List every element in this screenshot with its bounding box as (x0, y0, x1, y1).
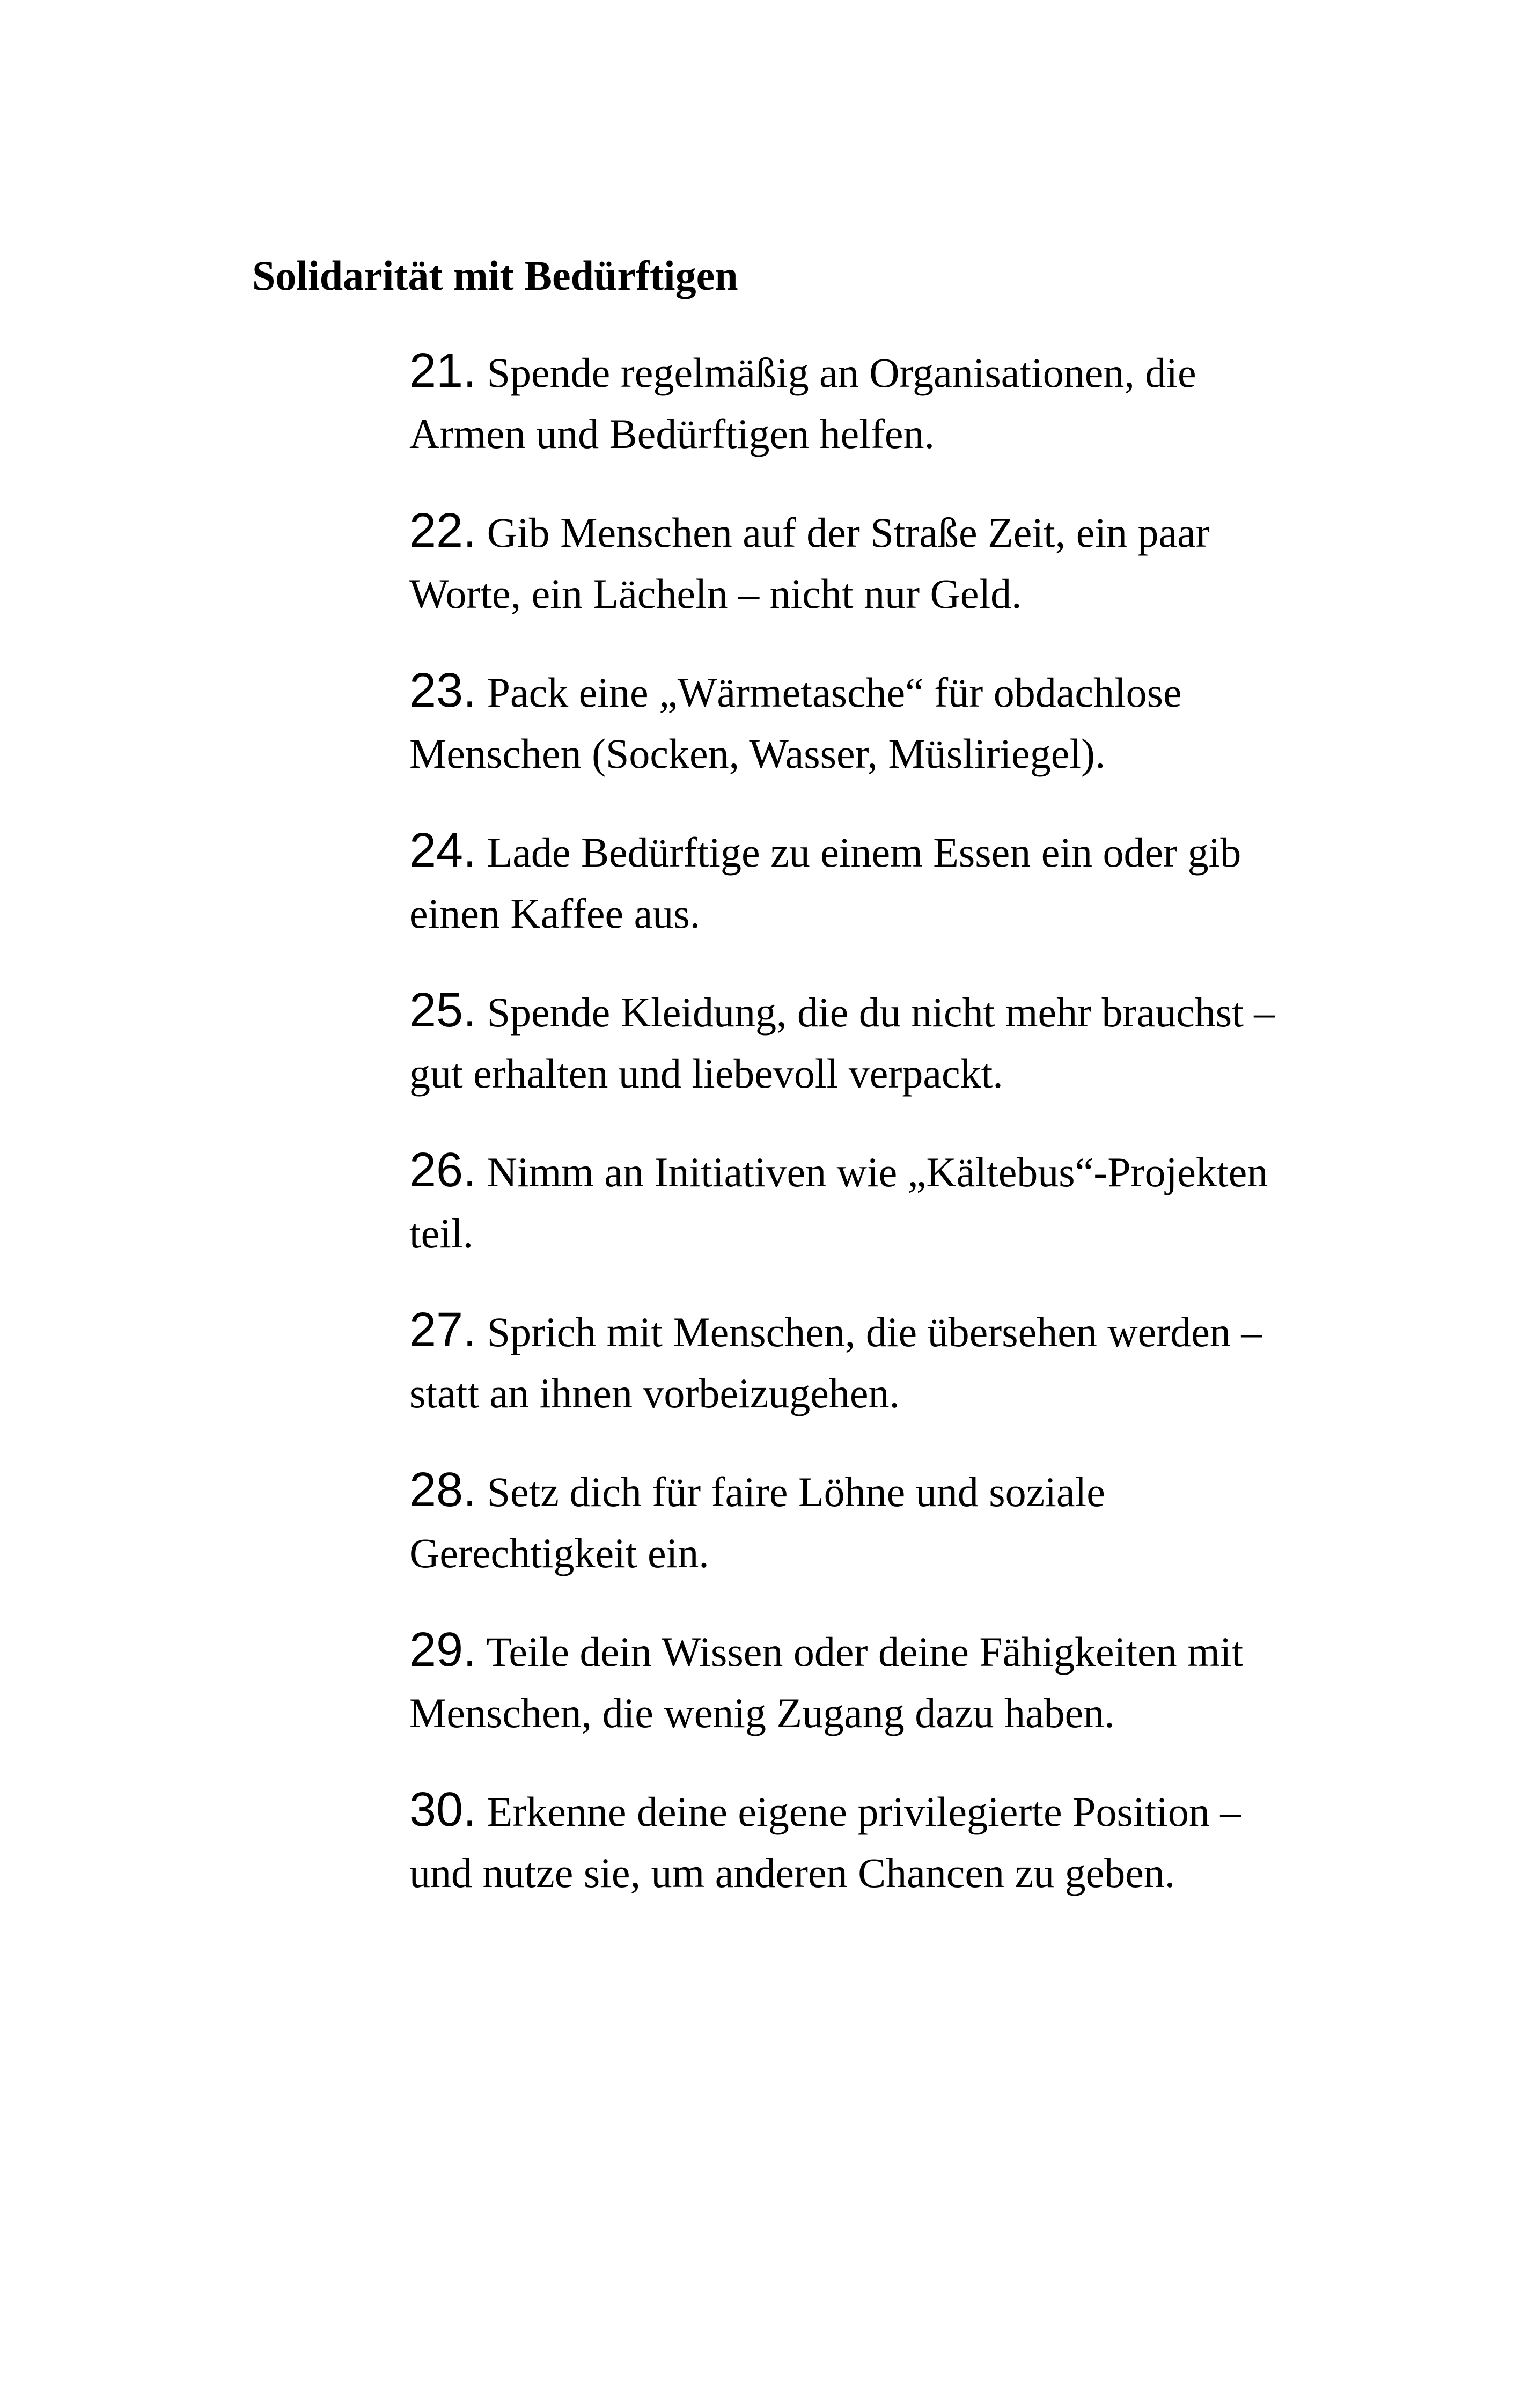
list-item (409, 980, 1278, 1104)
item-number: 26. (409, 1143, 477, 1197)
list-item (409, 820, 1278, 944)
tips-list (409, 340, 1278, 1939)
item-number: 25. (409, 983, 477, 1037)
item-number: 28. (409, 1463, 477, 1517)
item-text: Erkenne deine eigene privilegierte Position – und nutze sie, um anderen Chancen zu geben. (409, 1788, 1241, 1896)
list-item (409, 1140, 1278, 1264)
item-number: 29. (409, 1623, 477, 1677)
item-text: Sprich mit Menschen, die übersehen werden – statt an ihnen vorbeizugehen. (409, 1309, 1262, 1416)
list-item (409, 1459, 1278, 1584)
item-text: Setz dich für faire Löhne und soziale Gerechtigkeit ein. (409, 1469, 1105, 1576)
item-text: Pack eine „Wärmetasche“ für obdachlose Menschen (Socken, Wasser, Müsliriegel). (409, 669, 1182, 777)
list-item (409, 1300, 1278, 1424)
item-number: 30. (409, 1783, 477, 1837)
item-number: 22. (409, 504, 477, 557)
item-text: Nimm an Initiativen wie „Kältebus“-Projekten teil. (409, 1149, 1268, 1257)
list-item (409, 1619, 1278, 1744)
item-number: 23. (409, 664, 477, 717)
item-text: Teile dein Wissen oder deine Fähigkeiten mit Menschen, die wenig Zugang dazu haben. (409, 1628, 1244, 1736)
section-heading: Solidarität mit Bedürftigen (252, 252, 738, 299)
item-text: Spende Kleidung, die du nicht mehr brauchst – gut erhalten und liebevoll verpackt. (409, 989, 1275, 1097)
list-item (409, 660, 1278, 784)
item-number: 24. (409, 824, 477, 877)
item-text: Lade Bedürftige zu einem Essen ein oder gib einen Kaffee aus. (409, 829, 1241, 937)
item-text: Gib Menschen auf der Straße Zeit, ein paar Worte, ein Lächeln – nicht nur Geld. (409, 509, 1210, 617)
item-text: Spende regelmäßig an Organisationen, die Armen und Bedürftigen helfen. (409, 349, 1196, 457)
item-number: 27. (409, 1303, 477, 1357)
list-item (409, 340, 1278, 465)
list-item (409, 500, 1278, 625)
list-item (409, 1779, 1278, 1904)
item-number: 21. (409, 344, 477, 398)
